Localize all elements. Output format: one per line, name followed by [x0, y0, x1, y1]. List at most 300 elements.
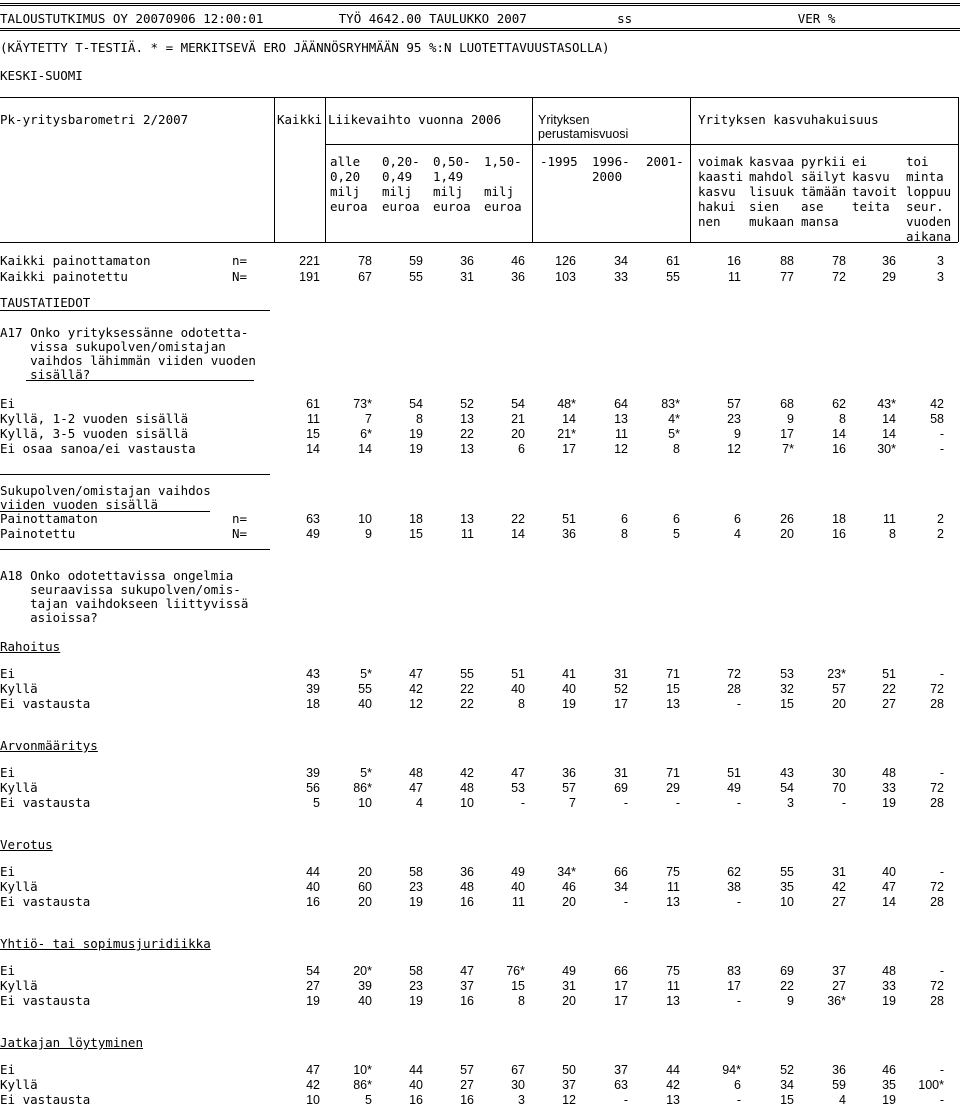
- table-cell: 49: [562, 964, 576, 978]
- table-cell: 57: [562, 781, 576, 795]
- column-header: milj: [484, 184, 515, 199]
- table-cell: 3: [937, 270, 944, 284]
- table-cell: 78: [832, 254, 846, 268]
- table-cell: 17: [614, 697, 628, 711]
- table-cell: 54: [780, 781, 794, 795]
- table-cell: 75: [666, 964, 680, 978]
- table-cell: 3: [937, 254, 944, 268]
- table-cell: 8: [673, 442, 680, 456]
- table-cell: 41: [562, 667, 576, 681]
- table-cell: 30: [511, 1078, 525, 1092]
- table-cell: 11: [667, 880, 680, 894]
- table-cell: 14: [832, 427, 846, 441]
- table-cell: 7: [569, 796, 576, 810]
- table-cell: 63: [306, 512, 320, 526]
- table-cell: 16: [460, 994, 474, 1008]
- table-cell: -: [736, 1093, 741, 1107]
- rule-line: [0, 474, 270, 475]
- column-header: kasvu: [852, 169, 890, 184]
- table-cell: 49: [306, 527, 320, 541]
- table-cell: 58: [409, 865, 423, 879]
- table-cell: 44: [409, 1063, 423, 1077]
- table-cell: 53: [780, 667, 794, 681]
- table-cell: 55: [666, 270, 680, 284]
- column-header: kaasti: [698, 169, 744, 184]
- table-cell: 72: [727, 667, 741, 681]
- table-cell: 23: [409, 979, 423, 993]
- survey-title: Pk-yritysbarometri 2/2007: [0, 112, 189, 127]
- table-cell: 69: [780, 964, 794, 978]
- table-cell: 16: [727, 254, 741, 268]
- table-cell: 22: [511, 512, 525, 526]
- table-cell: 14: [562, 412, 576, 426]
- table-cell: 39: [306, 682, 320, 696]
- table-cell: 14: [306, 442, 320, 456]
- table-cell: 20: [358, 895, 372, 909]
- table-cell: 10: [306, 1093, 320, 1107]
- table-cell: -: [939, 865, 944, 879]
- table-cell: 36: [882, 254, 896, 268]
- table-cell: 58: [930, 412, 944, 426]
- table-cell: 30*: [877, 442, 896, 456]
- table-cell: 31: [832, 865, 846, 879]
- table-cell: 48: [882, 766, 896, 780]
- column-header: hakui: [698, 199, 736, 214]
- table-cell: 31: [562, 979, 576, 993]
- table-row-label: Ei: [0, 666, 16, 681]
- column-header: 2001-: [646, 154, 684, 169]
- table-cell: 13: [666, 1093, 680, 1107]
- table-cell: 22: [460, 697, 474, 711]
- table-cell: 22: [882, 682, 896, 696]
- table-cell: 47: [409, 667, 423, 681]
- table-cell: 3: [518, 1093, 525, 1107]
- column-header: milj: [433, 184, 464, 199]
- base-row-n: N=: [232, 269, 248, 284]
- table-cell: 36: [460, 254, 474, 268]
- table-cell: 40: [358, 697, 372, 711]
- rule-line: [0, 549, 270, 550]
- column-header: mukaan: [749, 214, 795, 229]
- table-cell: 22: [780, 979, 794, 993]
- column-header: milj: [330, 184, 361, 199]
- column-header: pyrkii: [801, 154, 847, 169]
- table-cell: 61: [306, 397, 320, 411]
- top-double-rule: [0, 3, 960, 7]
- table-cell: 16: [460, 895, 474, 909]
- table-cell: 44: [666, 1063, 680, 1077]
- table-cell: 15: [511, 979, 525, 993]
- table-cell: 13: [666, 895, 680, 909]
- table-cell: 9: [734, 427, 741, 441]
- table-cell: 36: [511, 270, 525, 284]
- table-cell: 27: [882, 697, 896, 711]
- table-cell: 39: [358, 979, 372, 993]
- table-cell: 15: [780, 697, 794, 711]
- table-cell: 20*: [353, 964, 372, 978]
- table-cell: 32: [780, 682, 794, 696]
- table-cell: 19: [409, 895, 423, 909]
- table-cell: 29: [666, 781, 680, 795]
- table-row-label: Ei osaa sanoa/ei vastausta: [0, 441, 196, 456]
- table-cell: 11: [615, 427, 628, 441]
- column-header: -1995: [540, 154, 578, 169]
- column-header: voimak: [698, 154, 744, 169]
- table-cell: -: [520, 796, 525, 810]
- table-cell: 10: [780, 895, 794, 909]
- table-cell: 68: [780, 397, 794, 411]
- table-cell: 10: [460, 796, 474, 810]
- rule-line: [0, 242, 958, 243]
- table-cell: 16: [832, 527, 846, 541]
- table-row-label: Painotettu: [0, 526, 76, 541]
- column-header: 1,50-: [484, 154, 522, 169]
- table-cell: 40: [511, 880, 525, 894]
- rule-line: [0, 310, 270, 311]
- base-row-n: N=: [232, 526, 248, 541]
- table-cell: 5: [673, 527, 680, 541]
- table-cell: 47: [460, 964, 474, 978]
- table-cell: 7*: [782, 442, 794, 456]
- table-cell: 14: [511, 527, 525, 541]
- table-cell: 4: [839, 1093, 846, 1107]
- column-header: kasvaa: [749, 154, 795, 169]
- table-cell: 50: [562, 1063, 576, 1077]
- table-cell: 40: [882, 865, 896, 879]
- table-cell: 16: [460, 1093, 474, 1107]
- table-cell: 66: [614, 964, 628, 978]
- table-cell: -: [736, 697, 741, 711]
- table-cell: 28: [930, 895, 944, 909]
- table-row-label: Ei: [0, 396, 16, 411]
- column-header: 0,49: [382, 169, 413, 184]
- table-cell: 15: [306, 427, 320, 441]
- table-cell: 17: [780, 427, 794, 441]
- table-cell: 20: [511, 427, 525, 441]
- column-header: teita: [852, 199, 890, 214]
- table-cell: 27: [306, 979, 320, 993]
- column-header: 1,49: [433, 169, 464, 184]
- table-cell: 18: [832, 512, 846, 526]
- column-header: nen: [698, 214, 721, 229]
- table-cell: 36*: [827, 994, 846, 1008]
- column-header: ase: [801, 199, 824, 214]
- table-cell: 57: [832, 682, 846, 696]
- table-cell: 54: [511, 397, 525, 411]
- table-cell: 19: [562, 697, 576, 711]
- table-cell: 31: [614, 667, 628, 681]
- table-cell: 13: [614, 412, 628, 426]
- table-cell: 6: [673, 512, 680, 526]
- table-cell: 26: [780, 512, 794, 526]
- table-cell: 47: [511, 766, 525, 780]
- table-cell: 14: [882, 895, 896, 909]
- section-taustatiedot: TAUSTATIEDOT: [0, 295, 91, 310]
- column-header: vuoden: [906, 214, 952, 229]
- table-cell: 36: [832, 1063, 846, 1077]
- table-cell: 33: [882, 979, 896, 993]
- question-a17: vaihdos lähimmän viiden vuoden: [0, 353, 256, 368]
- table-cell: 77: [780, 270, 794, 284]
- table-cell: 69: [614, 781, 628, 795]
- table-cell: 51: [727, 766, 741, 780]
- table-row-label: Ei vastausta: [0, 696, 91, 711]
- table-cell: 51: [882, 667, 896, 681]
- table-cell: 5: [313, 796, 320, 810]
- table-cell: 28: [727, 682, 741, 696]
- table-cell: 48*: [557, 397, 576, 411]
- question-a18: asioissa?: [0, 610, 98, 625]
- table-cell: 51: [511, 667, 525, 681]
- table-cell: 67: [511, 1063, 525, 1077]
- report-header: TALOUSTUTKIMUS OY 20070906 12:00:01 TYÖ 4642.00 TAULUKKO 2007 ss VER %: [0, 11, 836, 26]
- table-cell: 37: [460, 979, 474, 993]
- table-cell: 12: [562, 1093, 576, 1107]
- table-cell: 29: [882, 270, 896, 284]
- table-cell: 17: [614, 979, 628, 993]
- table-cell: 20: [832, 697, 846, 711]
- table-cell: 17: [562, 442, 576, 456]
- group-perustamis: Yrityksen perustamisvuosi: [538, 113, 629, 141]
- table-cell: 16: [832, 442, 846, 456]
- table-cell: 71: [666, 766, 680, 780]
- table-cell: 35: [882, 1078, 896, 1092]
- header-double-rule: [0, 28, 960, 32]
- table-cell: 36: [562, 766, 576, 780]
- table-cell: 88: [780, 254, 794, 268]
- table-row-label: Ei: [0, 864, 16, 879]
- table-cell: 8: [518, 994, 525, 1008]
- column-header: 0,50-: [433, 154, 471, 169]
- table-cell: 52: [460, 397, 474, 411]
- base-row-n: n=: [232, 511, 248, 526]
- block-title: Rahoitus: [0, 639, 61, 654]
- table-row-label: Ei vastausta: [0, 795, 91, 810]
- table-cell: 43*: [877, 397, 896, 411]
- table-cell: 75: [666, 865, 680, 879]
- table-cell: 8: [889, 527, 896, 541]
- base-row-label: Kaikki painotettu: [0, 269, 128, 284]
- table-cell: 13: [460, 442, 474, 456]
- table-cell: 76*: [506, 964, 525, 978]
- table-cell: 191: [299, 270, 320, 284]
- table-cell: 83*: [661, 397, 680, 411]
- table-cell: 83: [727, 964, 741, 978]
- table-row-label: Kyllä: [0, 681, 38, 696]
- table-cell: 64: [614, 397, 628, 411]
- table-cell: 55: [780, 865, 794, 879]
- table-cell: 33: [882, 781, 896, 795]
- table-row-label: Kyllä: [0, 1077, 38, 1092]
- table-row-label: Ei vastausta: [0, 993, 91, 1008]
- table-cell: 43: [306, 667, 320, 681]
- table-cell: 31: [614, 766, 628, 780]
- region-title: KESKI-SUOMI: [0, 68, 83, 83]
- table-cell: 43: [780, 766, 794, 780]
- table-cell: 86*: [353, 1078, 372, 1092]
- table-cell: 86*: [353, 781, 372, 795]
- column-header: sien: [749, 199, 780, 214]
- table-cell: -: [623, 796, 628, 810]
- table-cell: 42: [930, 397, 944, 411]
- table-cell: 49: [511, 865, 525, 879]
- table-cell: 73*: [353, 397, 372, 411]
- table-cell: 42: [306, 1078, 320, 1092]
- table-cell: 9: [787, 994, 794, 1008]
- table-cell: 70: [832, 781, 846, 795]
- table-cell: 37: [562, 1078, 576, 1092]
- table-cell: 42: [409, 682, 423, 696]
- table-cell: 47: [306, 1063, 320, 1077]
- table-cell: 15: [780, 1093, 794, 1107]
- table-cell: 11: [667, 979, 680, 993]
- table-cell: 34: [614, 880, 628, 894]
- table-cell: 12: [727, 442, 741, 456]
- table-cell: 49: [727, 781, 741, 795]
- table-cell: 16: [306, 895, 320, 909]
- table-cell: 8: [839, 412, 846, 426]
- column-header: 0,20: [330, 169, 361, 184]
- table-cell: 18: [306, 697, 320, 711]
- table-cell: 9: [787, 412, 794, 426]
- column-header: säilyt: [801, 169, 847, 184]
- table-cell: 62: [832, 397, 846, 411]
- table-cell: 10: [358, 796, 372, 810]
- table-cell: 66: [614, 865, 628, 879]
- table-cell: 5*: [668, 427, 680, 441]
- table-cell: -: [736, 994, 741, 1008]
- question-a18: A18 Onko odotettavissa ongelmia: [0, 568, 234, 583]
- table-cell: 15: [666, 682, 680, 696]
- table-cell: 16: [409, 1093, 423, 1107]
- table-cell: 53: [511, 781, 525, 795]
- table-cell: 2: [937, 527, 944, 541]
- table-cell: 56: [306, 781, 320, 795]
- column-header: euroa: [330, 199, 368, 214]
- table-cell: 23: [727, 412, 741, 426]
- block-title: Verotus: [0, 837, 53, 852]
- table-cell: -: [939, 1093, 944, 1107]
- table-cell: 19: [882, 994, 896, 1008]
- table-cell: -: [939, 1063, 944, 1077]
- table-cell: 52: [780, 1063, 794, 1077]
- table-cell: 34*: [557, 865, 576, 879]
- table-cell: 78: [358, 254, 372, 268]
- table-cell: 13: [460, 512, 474, 526]
- column-header: loppuu: [906, 184, 952, 199]
- table-cell: 7: [365, 412, 372, 426]
- table-cell: 58: [409, 964, 423, 978]
- column-header: seur.: [906, 199, 944, 214]
- column-header: euroa: [433, 199, 471, 214]
- table-cell: 20: [780, 527, 794, 541]
- table-cell: -: [939, 442, 944, 456]
- table-cell: 11: [883, 512, 896, 526]
- table-cell: 19: [409, 994, 423, 1008]
- table-cell: 221: [299, 254, 320, 268]
- table-cell: 40: [511, 682, 525, 696]
- table-cell: 63: [614, 1078, 628, 1092]
- table-cell: 10: [358, 512, 372, 526]
- table-cell: 62: [727, 865, 741, 879]
- question-a17: A17 Onko yrityksessänne odotetta-: [0, 325, 249, 340]
- table-cell: 38: [727, 880, 741, 894]
- table-cell: 36: [460, 865, 474, 879]
- table-cell: 61: [666, 254, 680, 268]
- table-cell: -: [623, 895, 628, 909]
- table-cell: 20: [562, 895, 576, 909]
- table-cell: 71: [666, 667, 680, 681]
- table-cell: 9: [365, 527, 372, 541]
- table-cell: 54: [306, 964, 320, 978]
- table-cell: 4*: [668, 412, 680, 426]
- table-row-label: Kyllä: [0, 780, 38, 795]
- table-cell: 72: [930, 682, 944, 696]
- rule-line: [26, 380, 254, 381]
- table-cell: 8: [416, 412, 423, 426]
- table-cell: 57: [460, 1063, 474, 1077]
- table-cell: 33: [614, 270, 628, 284]
- table-cell: 57: [727, 397, 741, 411]
- group-kaikki: Kaikki: [277, 112, 323, 127]
- table-cell: 6: [734, 512, 741, 526]
- table-cell: 54: [409, 397, 423, 411]
- block-title: Jatkajan löytyminen: [0, 1035, 143, 1050]
- column-header: alle: [330, 154, 361, 169]
- table-cell: -: [939, 427, 944, 441]
- table-cell: 10*: [353, 1063, 372, 1077]
- table-cell: 23: [409, 880, 423, 894]
- table-cell: 72: [832, 270, 846, 284]
- table-cell: 11: [512, 895, 525, 909]
- table-cell: 72: [930, 979, 944, 993]
- table-cell: 34: [780, 1078, 794, 1092]
- table-cell: 37: [832, 964, 846, 978]
- table-cell: 47: [409, 781, 423, 795]
- table-cell: 27: [460, 1078, 474, 1092]
- table-cell: 21: [511, 412, 525, 426]
- column-divider: [274, 97, 275, 242]
- table-cell: 6: [518, 442, 525, 456]
- table-cell: 13: [666, 994, 680, 1008]
- block-title: Arvonmääritys: [0, 738, 98, 753]
- table-cell: 67: [358, 270, 372, 284]
- table-cell: -: [736, 895, 741, 909]
- table-cell: 18: [409, 512, 423, 526]
- table-cell: 13: [666, 697, 680, 711]
- table-cell: 11: [728, 270, 741, 284]
- table-cell: 55: [460, 667, 474, 681]
- table-cell: -: [841, 796, 846, 810]
- table-cell: -: [675, 796, 680, 810]
- question-a17: sisällä?: [0, 367, 91, 382]
- table-cell: 31: [460, 270, 474, 284]
- table-cell: 40: [306, 880, 320, 894]
- table-cell: 19: [882, 1093, 896, 1107]
- column-header: 0,20-: [382, 154, 420, 169]
- table-cell: 48: [409, 766, 423, 780]
- table-row-label: Kyllä: [0, 978, 38, 993]
- table-cell: 28: [930, 994, 944, 1008]
- table-row-label: Ei vastausta: [0, 1092, 91, 1107]
- table-cell: 72: [930, 880, 944, 894]
- test-note: (KÄYTETTY T-TESTIÄ. * = MERKITSEVÄ ERO JÄÄNNÖSRYHMÄÄN 95 %:N LUOTETTAVUUSTASOLLA): [0, 40, 610, 55]
- table-cell: 30: [832, 766, 846, 780]
- table-cell: 14: [882, 427, 896, 441]
- table-row-label: Ei vastausta: [0, 894, 91, 909]
- question-a18: tajan vaihdokseen liittyvissä: [0, 596, 249, 611]
- table-cell: 6: [621, 512, 628, 526]
